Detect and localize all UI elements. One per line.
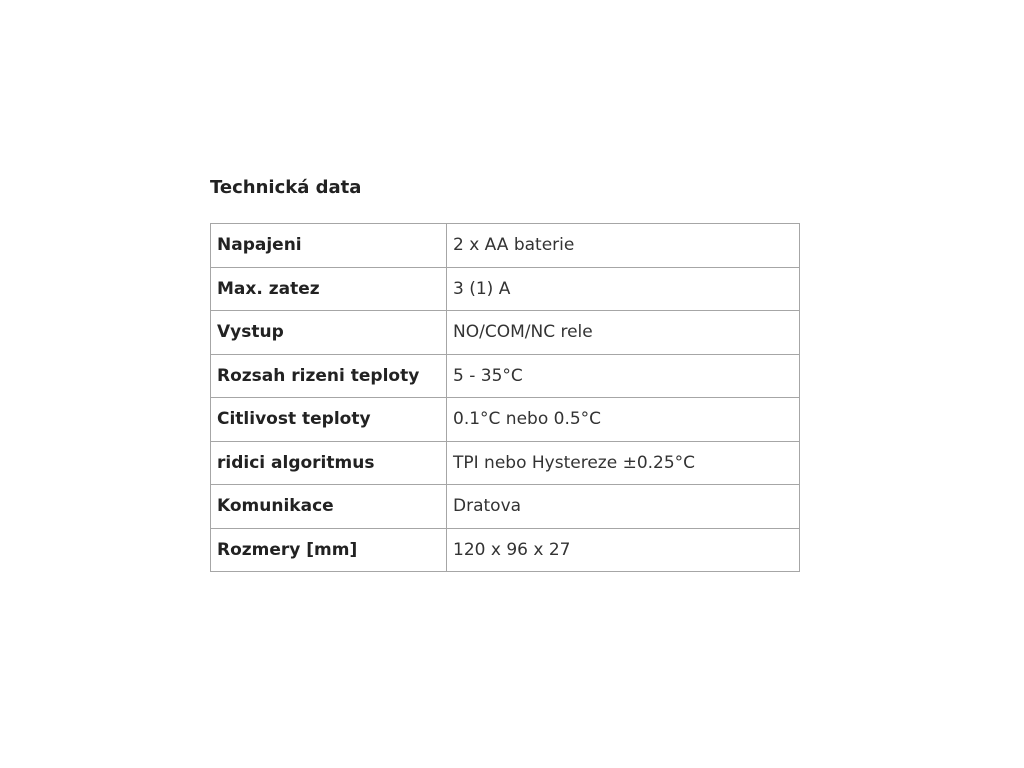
row-value: 120 x 96 x 27: [447, 528, 800, 572]
row-value: Dratova: [447, 485, 800, 529]
technical-data-table: [210, 223, 800, 572]
row-label: Max. zatez: [211, 267, 447, 311]
row-label: ridici algoritmus: [211, 441, 447, 485]
row-label: Citlivost teploty: [211, 398, 447, 442]
row-value: 0.1°C nebo 0.5°C: [447, 398, 800, 442]
table-row: [211, 354, 800, 398]
row-label: Komunikace: [211, 485, 447, 529]
row-value: NO/COM/NC rele: [447, 311, 800, 355]
row-value: 5 - 35°C: [447, 354, 800, 398]
row-label: Napajeni: [211, 224, 447, 268]
row-label: Vystup: [211, 311, 447, 355]
table-row: [211, 485, 800, 529]
table-row: [211, 441, 800, 485]
row-label: Rozsah rizeni teploty: [211, 354, 447, 398]
row-value: TPI nebo Hystereze ±0.25°C: [447, 441, 800, 485]
table-row: [211, 311, 800, 355]
section-title: Technická data: [210, 177, 362, 198]
table-row: [211, 224, 800, 268]
row-value: 2 x AA baterie: [447, 224, 800, 268]
row-value: 3 (1) A: [447, 267, 800, 311]
table-body: [211, 224, 800, 572]
table-row: [211, 267, 800, 311]
row-label: Rozmery [mm]: [211, 528, 447, 572]
table-row: [211, 528, 800, 572]
table-row: [211, 398, 800, 442]
